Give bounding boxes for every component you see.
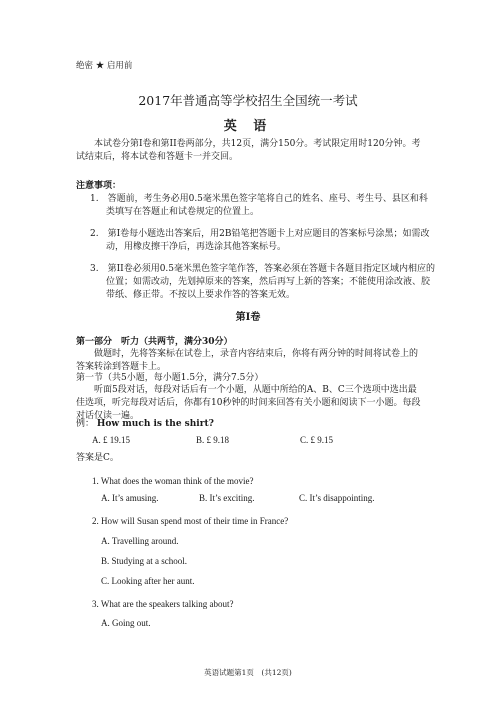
- question-1: 1. What does the woman think of the movie?: [92, 476, 254, 486]
- example-question-text: How much is the shirt?: [96, 419, 214, 429]
- volume-heading: 第I卷: [235, 312, 261, 323]
- intro-paragraph: 本试卷分第I卷和第II卷两部分，共12页，满分150分。考试限定用时120分钟。考试结束后，将本试卷和答题卡一并交回。: [76, 139, 421, 163]
- question-3-option-a: A. Going out.: [101, 618, 151, 628]
- question-1-option-b: B. It’s exciting.: [199, 493, 255, 503]
- section-title: 第一节（共5小题，每小题1.5分，满分7.5分）: [76, 373, 264, 383]
- confidential-label: 绝密 ★ 启用前: [76, 61, 133, 71]
- example-option-b: B. £ 9.18: [196, 435, 230, 445]
- note-item-1: 1. 答题前，考生务必用0.5毫米黑色签字笔将自己的姓名、座号、考生号、县区和科类填写在答题止和试卷规定的位置上。: [90, 194, 428, 218]
- question-1-options: [101, 492, 421, 505]
- example-question: [76, 418, 422, 431]
- question-2-option-a: A. Travelling around.: [101, 536, 179, 546]
- question-3: 3. What are the speakers talking about?: [92, 599, 234, 609]
- exam-title: 2017年普通高等学校招生全国统一考试: [138, 93, 358, 108]
- example-label: 例：: [76, 419, 95, 429]
- question-1-option-a: A. It’s amusing.: [101, 493, 159, 503]
- section-description: 听面5段对话，每段对话后有一个小题，从题中所给的A、B、C三个选项中选出最佳选项，听完每段对话后，你都有10秒钟的时间来回答有关小题和阅读下一小题。每段对话仅读一遍。: [76, 385, 421, 422]
- example-options: [92, 434, 412, 447]
- question-2: 2. How will Susan spend most of their time in France?: [92, 516, 289, 526]
- part-description: 做题时，先将答案标在试卷上，录音内容结束后，你将有两分钟的时间将试卷上的答案转涂到答题卡上。: [76, 349, 419, 373]
- example-option-c: C. £ 9.15: [300, 435, 334, 445]
- page-footer: 英语试题第1页 (共12页): [204, 668, 292, 677]
- subject-title: 英 语: [223, 119, 273, 134]
- question-2-option-b: B. Studying at a school.: [101, 556, 187, 566]
- question-1-option-c: C. It’s disappointing.: [299, 493, 375, 503]
- example-answer: 答案是C。: [76, 453, 119, 463]
- note-item-3: 3. 第II卷必须用0.5毫米黑色签字笔作答，答案必须在答题卡各题目指定区域内相应的位置；如需改动，先划掉原来的答案，然后再写上新的答案；不能使用涂改液、胶带纸、修正带。不按以上要求作答的答案无效。: [90, 264, 436, 301]
- question-2-option-c: C. Looking after her aunt.: [101, 576, 195, 586]
- example-option-a: A. £ 19.15: [92, 435, 130, 445]
- part-title: 第一部分 听力（共两节，满分30分）: [76, 337, 233, 347]
- note-item-2: 2. 第I卷每小题选出答案后，用2B铅笔把答题卡上对应题目的答案标号涂黑；如需改动，用橡皮擦干净后，再选涂其他答案标号。: [90, 229, 430, 253]
- notes-heading: 注意事项：: [76, 181, 122, 191]
